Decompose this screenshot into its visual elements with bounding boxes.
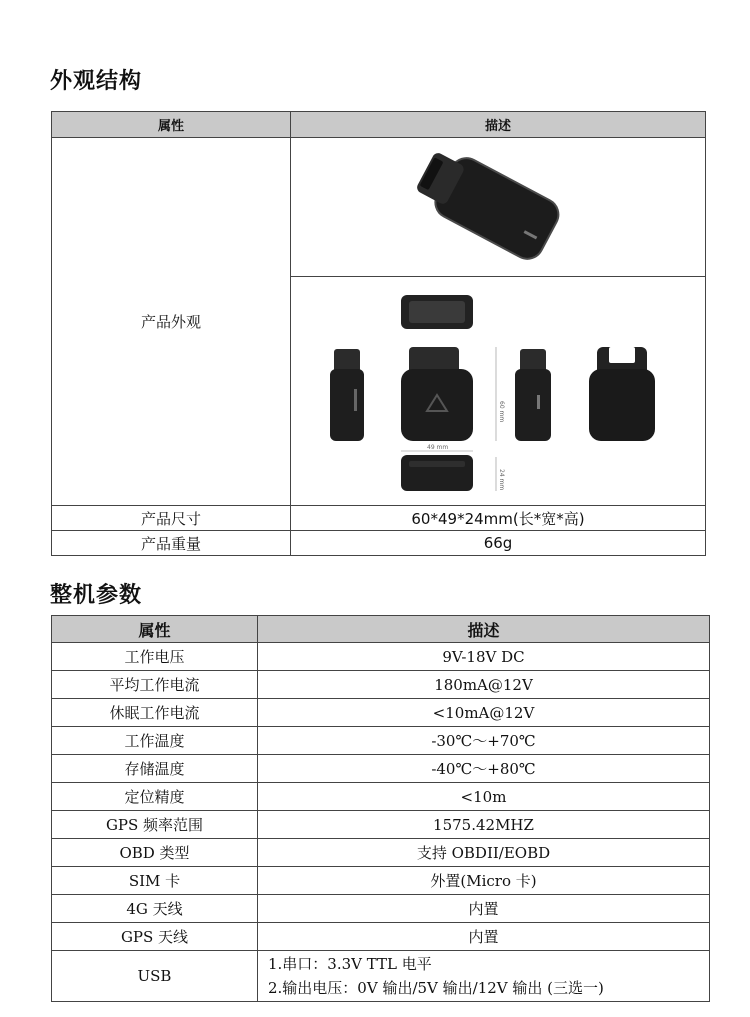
- params-table: [51, 615, 710, 1002]
- attr-cell: GPS 天线: [52, 923, 258, 951]
- table-row: [52, 643, 710, 671]
- table-row: [52, 839, 710, 867]
- desc-cell: -30℃～+70℃: [258, 727, 710, 755]
- attr-appearance: 产品外观: [52, 138, 291, 506]
- desc-cell: -40℃～+80℃: [258, 755, 710, 783]
- desc-cell-usb: [258, 951, 710, 1002]
- attr-cell: 4G 天线: [52, 895, 258, 923]
- attr-cell: 工作电压: [52, 643, 258, 671]
- attr-cell: 存储温度: [52, 755, 258, 783]
- product-views-cell: [291, 277, 706, 506]
- table-header-row: [52, 616, 710, 643]
- table-row: [52, 923, 710, 951]
- table-row: [52, 755, 710, 783]
- attr-cell: 定位精度: [52, 783, 258, 811]
- header-attr: 属性: [52, 616, 258, 643]
- dim-height-label: 60 mm: [498, 401, 505, 423]
- desc-size: 60*49*24mm(长*宽*高): [291, 506, 706, 531]
- product-views-diagram: [291, 277, 705, 505]
- header-desc: 描述: [291, 112, 706, 138]
- desc-cell: 内置: [258, 895, 710, 923]
- usb-line-2: 2.输出电压：0V 输出/5V 输出/12V 输出 (三选一): [268, 979, 604, 997]
- header-desc: 描述: [258, 616, 710, 643]
- table-row: [52, 531, 706, 556]
- usb-line-1: 1.串口：3.3V TTL 电平: [268, 955, 432, 973]
- table-row: [52, 951, 710, 1002]
- attr-weight: 产品重量: [52, 531, 291, 556]
- attr-cell: SIM 卡: [52, 867, 258, 895]
- header-attr: 属性: [52, 112, 291, 138]
- dim-depth-label: 24 mm: [498, 469, 505, 491]
- attr-cell: USB: [52, 951, 258, 1002]
- attr-size: 产品尺寸: [52, 506, 291, 531]
- table-row: [52, 506, 706, 531]
- attr-cell: 休眠工作电流: [52, 699, 258, 727]
- section-title-params: 整机参数: [50, 583, 143, 608]
- table-row: [52, 783, 710, 811]
- desc-cell: <10mA@12V: [258, 699, 710, 727]
- product-photo-cell: [291, 138, 706, 277]
- table-row: [52, 811, 710, 839]
- desc-cell: 支持 OBDII/EOBD: [258, 839, 710, 867]
- table-row: [52, 727, 710, 755]
- table-header-row: [52, 112, 706, 138]
- dim-width-label: 49 mm: [427, 444, 449, 451]
- desc-cell: 9V-18V DC: [258, 643, 710, 671]
- table-row: [52, 671, 710, 699]
- attr-cell: GPS 频率范围: [52, 811, 258, 839]
- product-photo: [291, 138, 705, 276]
- desc-cell: 1575.42MHZ: [258, 811, 710, 839]
- table-row: [52, 699, 710, 727]
- table-row: [52, 138, 706, 277]
- desc-weight: 66g: [291, 531, 706, 556]
- section-title-appearance: 外观结构: [50, 69, 143, 94]
- desc-cell: 外置(Micro 卡): [258, 867, 710, 895]
- table-row: [52, 867, 710, 895]
- desc-cell: <10m: [258, 783, 710, 811]
- desc-cell: 180mA@12V: [258, 671, 710, 699]
- desc-cell: 内置: [258, 923, 710, 951]
- appearance-table: [51, 111, 706, 556]
- attr-cell: 平均工作电流: [52, 671, 258, 699]
- attr-cell: OBD 类型: [52, 839, 258, 867]
- table-row: [52, 895, 710, 923]
- attr-cell: 工作温度: [52, 727, 258, 755]
